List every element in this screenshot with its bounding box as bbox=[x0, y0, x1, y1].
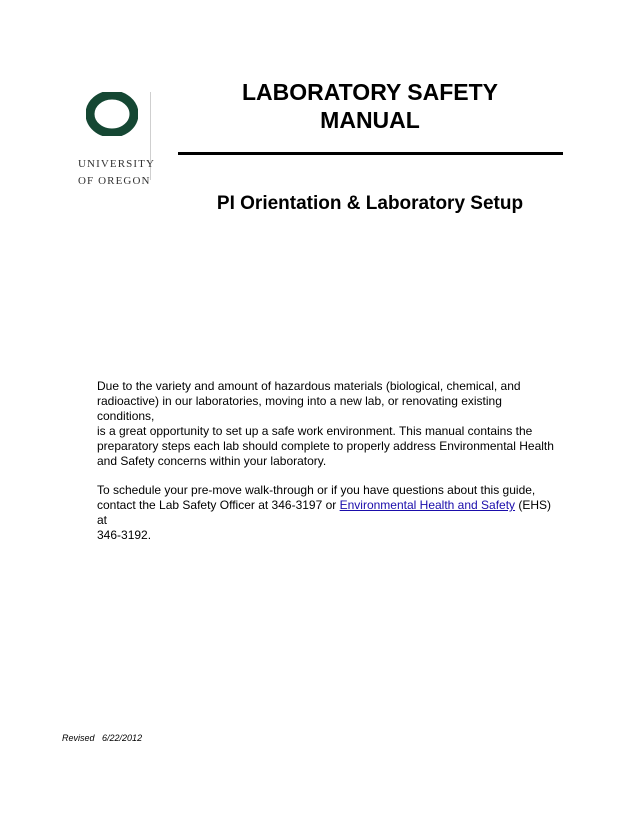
p2-line-3: 346-3192. bbox=[97, 528, 152, 542]
logo-line-1: UNIVERSITY bbox=[78, 158, 155, 170]
p1-line-4: preparatory steps each lab should complete to properly address Environmental Health bbox=[97, 439, 554, 453]
p2-line-2-start: contact the Lab Safety Officer at 346-3197 or bbox=[97, 498, 340, 512]
title-line-1: LABORATORY SAFETY bbox=[242, 79, 498, 105]
logo-wordmark bbox=[78, 156, 155, 190]
p2-line-2-end: (EHS) at bbox=[97, 498, 552, 527]
university-logo bbox=[76, 92, 156, 136]
contact-paragraph bbox=[97, 483, 557, 543]
p1-line-5: and Safety concerns within your laboratory. bbox=[97, 454, 327, 468]
intro-body bbox=[97, 379, 557, 557]
page-title bbox=[178, 78, 562, 134]
p2-line-1: To schedule your pre-move walk-through or if you have questions about this guide, bbox=[97, 483, 536, 497]
page-subtitle: PI Orientation & Laboratory Setup bbox=[216, 193, 524, 214]
intro-paragraph bbox=[97, 379, 557, 469]
revised-date: 6/22/2012 bbox=[102, 733, 143, 743]
p1-line-1: Due to the variety and amount of hazardous materials (biological, chemical, and bbox=[97, 379, 521, 393]
title-divider bbox=[178, 152, 563, 155]
revised-label: Revised bbox=[62, 733, 95, 743]
p1-line-2: radioactive) in our laboratories, moving into a new lab, or renovating existing conditions, bbox=[97, 394, 502, 423]
logo-line-2: OF OREGON bbox=[78, 175, 151, 187]
ehs-link[interactable]: Environmental Health and Safety bbox=[339, 498, 516, 512]
p1-line-3: is a great opportunity to set up a safe work environment. This manual contains the bbox=[97, 424, 533, 438]
oregon-o-icon bbox=[86, 92, 138, 136]
revision-note bbox=[62, 733, 142, 743]
title-line-2: MANUAL bbox=[320, 107, 420, 133]
